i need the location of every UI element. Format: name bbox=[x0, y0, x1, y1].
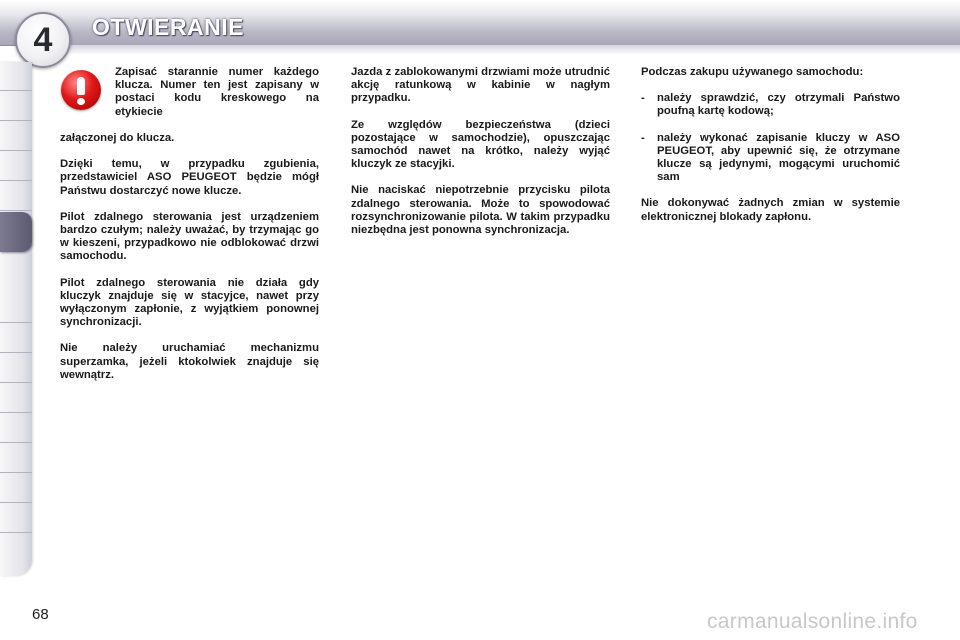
list-dash: - bbox=[641, 92, 645, 105]
text-column-3 bbox=[641, 66, 900, 237]
text-column-2 bbox=[351, 66, 610, 250]
chapter-tab-active[interactable] bbox=[0, 212, 32, 252]
tab-divider bbox=[0, 412, 32, 413]
tab-divider bbox=[0, 382, 32, 383]
paragraph: Nie naciskać niepotrzebnie przycisku pilota zdalnego sterowania. Może to spowodować rozsynchronizowanie pilota. W takim przypadku niezbędna jest ponowna synchronizacja. bbox=[351, 184, 610, 237]
paragraph: Nie należy uruchamiać mechanizmu superzamka, jeżeli ktokolwiek znajduje się wewnątrz. bbox=[60, 342, 319, 381]
paragraph: Nie dokonywać żadnych zmian w systemie elektronicznej blokady zapłonu. bbox=[641, 197, 900, 223]
page-title: OTWIERANIE bbox=[92, 14, 244, 40]
header-shadow bbox=[60, 45, 960, 55]
tab-divider bbox=[0, 322, 32, 323]
list-item bbox=[641, 92, 900, 118]
tab-divider bbox=[0, 472, 32, 473]
tab-divider bbox=[0, 502, 32, 503]
chapter-number-badge bbox=[15, 12, 71, 68]
list-item bbox=[641, 132, 900, 185]
paragraph: Ze względów bezpieczeństwa (dzieci pozostające w samochodzie), opuszczając samochód nawet na krótko, należy wyjąć kluczyk ze stacyjki. bbox=[351, 118, 610, 171]
paragraph: Pilot zdalnego sterowania nie działa gdy kluczyk znajduje się w stacyjce, nawet przy wyłączonym zapłonie, z wyjątkiem ponownej synchronizacji. bbox=[60, 276, 319, 329]
text-column-1 bbox=[60, 66, 319, 395]
tab-divider bbox=[0, 532, 32, 533]
tab-divider bbox=[0, 442, 32, 443]
paragraph: Jazda z zablokowanymi drzwiami może utrudnić akcję ratunkową w kabinie w nagłym przypadku. bbox=[351, 66, 610, 105]
tab-divider bbox=[0, 150, 32, 151]
tab-divider bbox=[0, 210, 32, 211]
tab-divider bbox=[0, 90, 32, 91]
paragraph: załączonej do klucza. bbox=[60, 132, 175, 144]
paragraph: Pilot zdalnego sterowania jest urządzeniem bardzo czułym; należy uważać, by trzymając go w kieszeni, przypadkowo nie odblokować drzwi samochodu. bbox=[60, 210, 319, 263]
tab-divider bbox=[0, 180, 32, 181]
list-item-text: należy sprawdzić, czy otrzymali Państwo poufną kartę kodową; bbox=[657, 92, 900, 118]
watermark: carmanualsonline.info bbox=[707, 610, 918, 633]
chapter-number: 4 bbox=[33, 20, 53, 59]
page-number: 68 bbox=[32, 606, 49, 623]
list-item-text: należy wykonać zapisanie kluczy w ASO PEUGEOT, aby upewnić się, że otrzymane klucze są jedynymi, mogącymi uruchomić sam bbox=[657, 131, 900, 184]
paragraph: Zapisać starannie numer każdego klucza. Numer ten jest zapisany w postaci kodu kreskowego na etykiecie bbox=[115, 66, 319, 118]
tab-divider bbox=[0, 352, 32, 353]
chapter-tab-strip bbox=[0, 62, 32, 576]
paragraph: Podczas zakupu używanego samochodu: bbox=[641, 66, 864, 78]
tab-divider bbox=[0, 120, 32, 121]
paragraph: Dzięki temu, w przypadku zgubienia, przedstawiciel ASO PEUGEOT będzie mógł Państwu dostarczyć nowe klucze. bbox=[60, 158, 319, 197]
list-dash: - bbox=[641, 131, 645, 144]
